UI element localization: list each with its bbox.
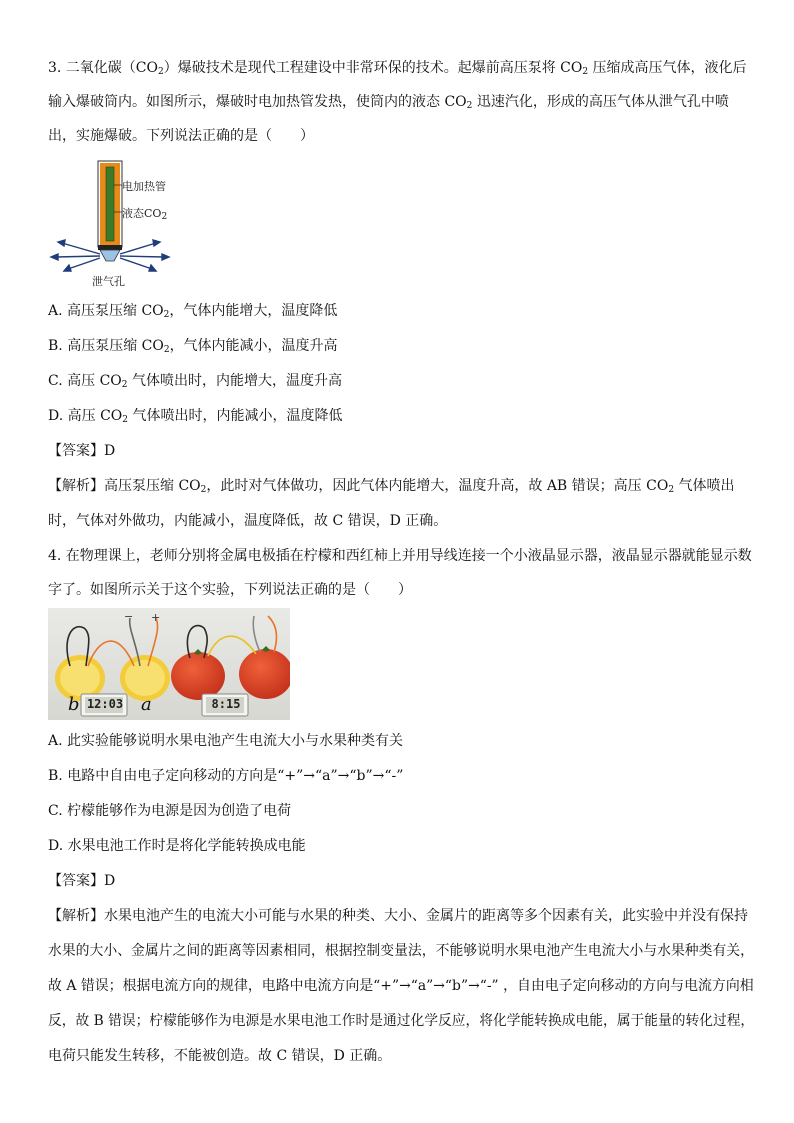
q3-answer: 【答案】D bbox=[48, 443, 116, 459]
liquid-co2-label: 液态$CO_2$ bbox=[122, 207, 168, 222]
q3-analysis-line-2: 时，气体对外做功，内能减小，温度降低，故 C 错误，D 正确。 bbox=[48, 513, 448, 529]
q3-analysis-line-1: 【解析】高压泵压缩 $CO_2$，此时对气体做功，因此气体内能增大，温度升高，故 AB 错误；高压 $CO_2$ 气体喷出 bbox=[48, 478, 735, 495]
label-a: a bbox=[141, 694, 152, 715]
q4-stem-line-2: 字了。如图所示关于这个实验，下列说法正确的是（ ） bbox=[48, 582, 412, 598]
q4-analysis-line-2: 水果的大小、金属片之间的距离等因素相同，根据控制变量法，不能够说明水果电池产生电流大小与水果种类有关， bbox=[48, 943, 754, 959]
q3-stem-line-3: 出，实施爆破。下列说法正确的是（ ） bbox=[48, 128, 314, 144]
q3-stem-line-2: 输入爆破筒内。如图所示，爆破时电加热管发热，使筒内的液态 $CO_2$ 迅速汽化，形成的高压气体从泄气孔中喷 bbox=[48, 94, 729, 111]
q3-stem-line-1: 3. 二氧化碳$(CO_2)$爆破技术是现代工程建设中非常环保的技术。起爆前高压泵将 $CO_2$ 压缩成高压气体，液化后 bbox=[48, 60, 747, 77]
q4-analysis-line-5: 电荷只能发生转移，不能被创造。故 C 错误，D 正确。 bbox=[48, 1048, 392, 1064]
q3-figure bbox=[48, 155, 208, 290]
q4-stem-line-1: 4. 在物理课上，老师分别将金属电极插在柠檬和西红柿上并用导线连接一个小液晶显示器，液晶显示器就能显示数 bbox=[48, 548, 752, 564]
q4-photo bbox=[48, 608, 290, 720]
q4-answer: 【答案】D bbox=[48, 873, 116, 889]
sign-plus: + bbox=[151, 611, 161, 624]
q4-analysis-line-1: 【解析】水果电池产生的电流大小可能与水果的种类、大小、金属片的距离等多个因素有关，此实验中并没有保持 bbox=[48, 908, 748, 924]
q3-option-a: A. 高压泵压缩 $CO_2$，气体内能增大，温度降低 bbox=[48, 303, 338, 320]
q4-option-d: D. 水果电池工作时是将化学能转换成电能 bbox=[48, 838, 306, 854]
heater-label: 电加热管 bbox=[122, 180, 166, 193]
lcd-display-right: 8:15 bbox=[211, 697, 241, 711]
q4-option-c: C. 柠檬能够作为电源是因为创造了电荷 bbox=[48, 803, 292, 819]
q3-option-b: B. 高压泵压缩 $CO_2$，气体内能减小，温度升高 bbox=[48, 338, 338, 355]
q4-option-a: A. 此实验能够说明水果电池产生电流大小与水果种类有关 bbox=[48, 733, 404, 749]
blasting-tube-diagram bbox=[48, 155, 208, 290]
q4-analysis-line-4: 反，故 B 错误；柠檬能够作为电源是水果电池工作时是通过化学反应，将化学能转换成电能，属于能量的转化过程， bbox=[48, 1013, 755, 1029]
sign-minus: − bbox=[124, 610, 134, 623]
q4-option-b: B. 电路中自由电子定向移动的方向是“+”→“a”→“b”→“-” bbox=[48, 768, 404, 784]
lcd-display-left: 12:03 bbox=[86, 697, 124, 711]
q3-option-c: C. 高压 $CO_2$ 气体喷出时，内能增大，温度升高 bbox=[48, 373, 342, 390]
fruit-battery-photo bbox=[48, 608, 290, 720]
q4-analysis-line-3: 故 A 错误；根据电流方向的规律，电路中电流方向是“+”→“a”→“b”→“-” ，自由电子定向移动的方向与电流方向相 bbox=[48, 978, 754, 994]
vent-label: 泄气孔 bbox=[92, 275, 125, 288]
label-b: b bbox=[68, 694, 80, 715]
q3-option-d: D. 高压 $CO_2$ 气体喷出时，内能减小，温度降低 bbox=[48, 408, 343, 425]
